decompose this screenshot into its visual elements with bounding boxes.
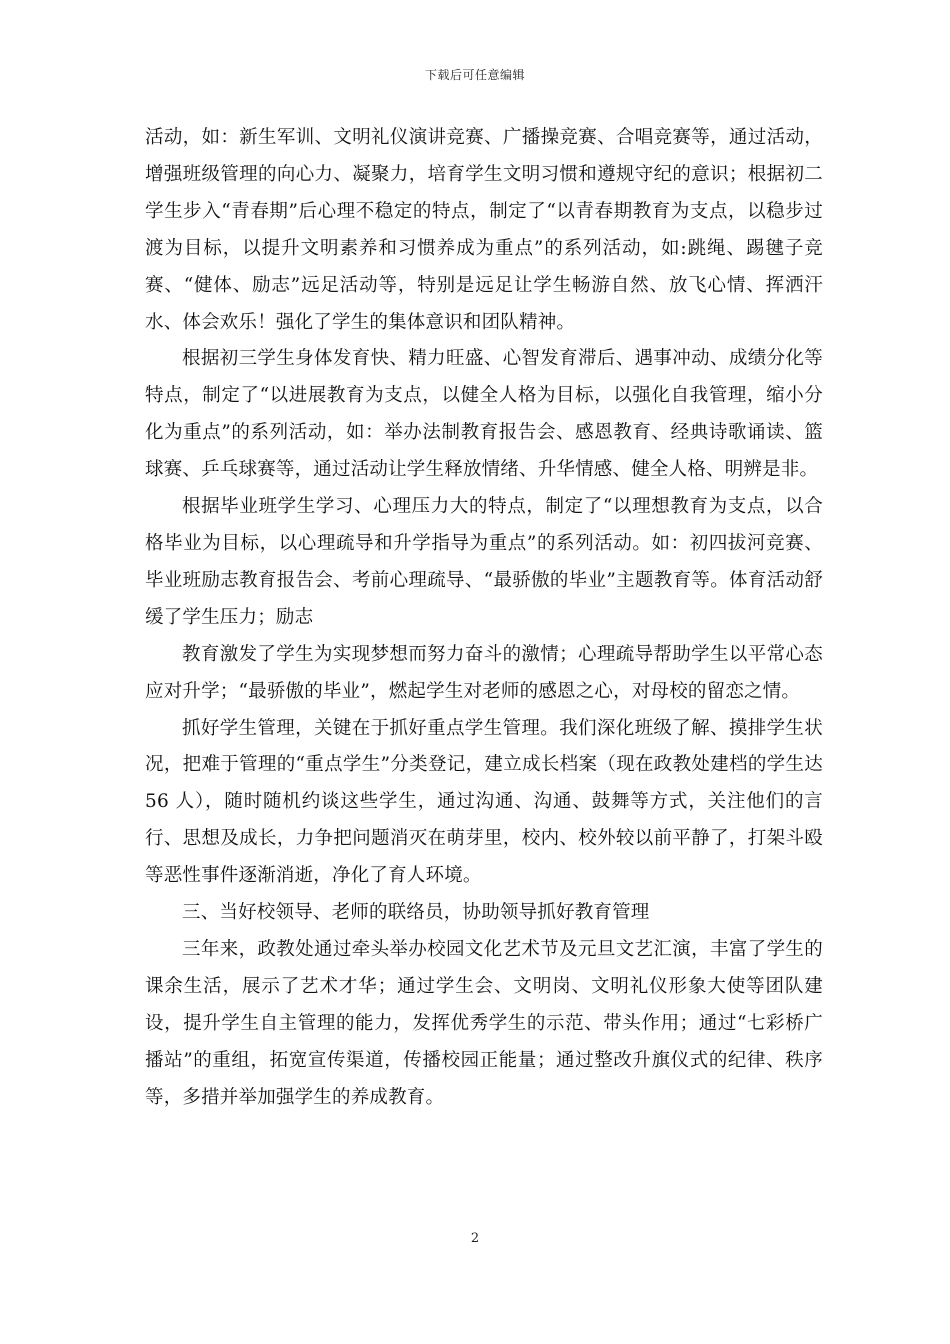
paragraph: 抓好学生管理，关键在于抓好重点学生管理。我们深化班级了解、摸排学生状况，把难于管理的“重点学生”分类登记，建立成长档案（现在政教处建档的学生达 56 人），随时随机约谈这些学生，通过沟通、沟通、鼓舞等方式，关注他们的言行、思想及成长，力争把问题消灭在萌芽里，校内、校外较以前平静了，打架斗殴等恶性事件逐渐消逝，净化了育人环境。 [145, 717, 823, 887]
document-body [145, 120, 823, 1116]
page-header: 下载后可任意编辑 [424, 68, 525, 82]
section-heading: 三、当好校领导、老师的联络员，协助领导抓好教育管理 [182, 902, 650, 924]
paragraph: 三年来，政教处通过牵头举办校园文化艺术节及元旦文艺汇演，丰富了学生的课余生活，展示了艺术才华；通过学生会、文明岗、文明礼仪形象大使等团队建设，提升学生自主管理的能力，发挥优秀学生的示范、带头作用；通过“七彩桥广播站”的重组，拓宽宣传渠道，传播校园正能量；通过整改升旗仪式的纪律、秩序等，多措并举加强学生的养成教育。 [145, 938, 823, 1108]
paragraph: 教育激发了学生为实现梦想而努力奋斗的激情；心理疏导帮助学生以平常心态应对升学；“最骄傲的毕业”，燃起学生对老师的感恩之心，对母校的留恋之情。 [145, 643, 823, 702]
paragraph: 根据毕业班学生学习、心理压力大的特点，制定了“以理想教育为支点，以合格毕业为目标，以心理疏导和升学指导为重点”的系列活动。如：初四拔河竞赛、毕业班励志教育报告会、考前心理疏导、“最骄傲的毕业”主题教育等。体育活动舒缓了学生压力；励志 [145, 496, 823, 628]
paragraph: 活动，如：新生军训、文明礼仪演讲竞赛、广播操竞赛、合唱竞赛等，通过活动，增强班级管理的向心力、凝聚力，培育学生文明习惯和遵规守纪的意识；根据初二学生步入“青春期”后心理不稳定的特点，制定了“以青春期教育为支点，以稳步过渡为目标，以提升文明素养和习惯养成为重点”的系列活动，如:跳绳、踢毽子竞赛、“健体、励志”远足活动等，特别是远足让学生畅游自然、放飞心情、挥洒汗水、体会欢乐！强化了学生的集体意识和团队精神。 [145, 127, 823, 333]
paragraph: 根据初三学生身体发育快、精力旺盛、心智发育滞后、遇事冲动、成绩分化等特点，制定了“以进展教育为支点，以健全人格为目标，以强化自我管理，缩小分化为重点”的系列活动，如：举办法制教育报告会、感恩教育、经典诗歌诵读、篮球赛、乒乓球赛等，通过活动让学生释放情绪、升华情感、健全人格、明辨是非。 [145, 348, 823, 481]
page-number: 2 [470, 1231, 480, 1246]
